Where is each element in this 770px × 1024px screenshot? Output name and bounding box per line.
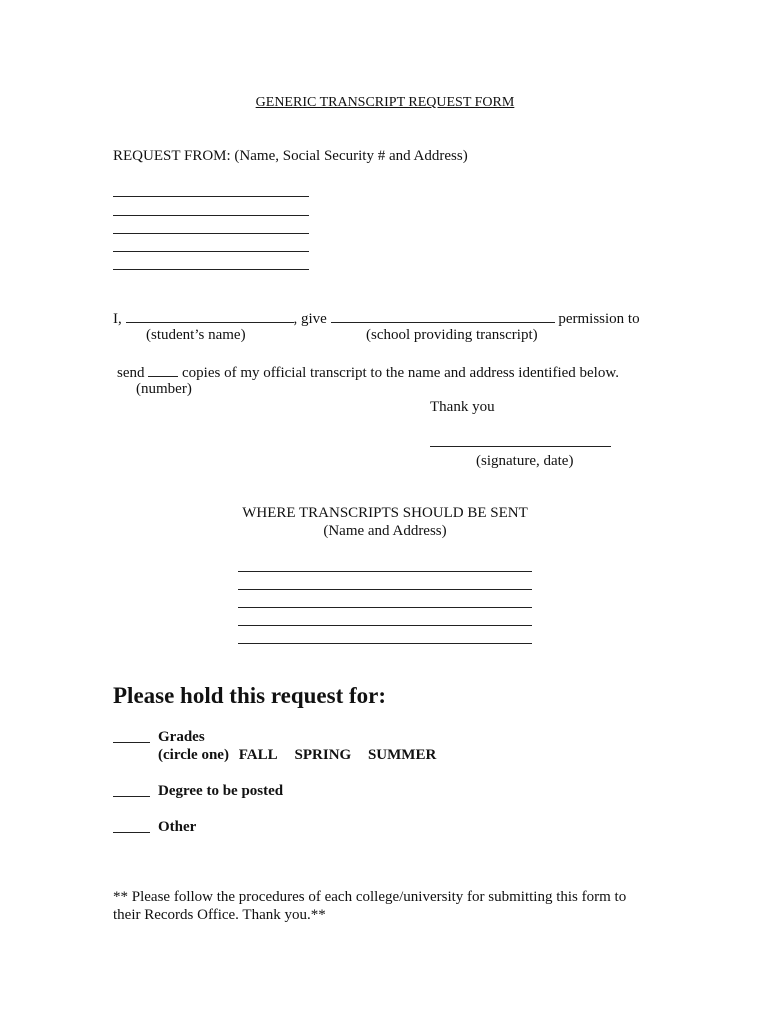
request-from-line-5[interactable] [113, 269, 309, 270]
send-line [117, 362, 619, 382]
destination-heading: WHERE TRANSCRIPTS SHOULD BE SENT [242, 505, 528, 521]
request-from-label: REQUEST FROM: (Name, Social Security # and Address) [113, 148, 468, 164]
student-name-caption: (student’s name) [146, 327, 246, 343]
thank-you-text: Thank you [430, 399, 495, 415]
student-name-field[interactable] [126, 308, 294, 323]
circle-one-label: (circle one) [158, 747, 229, 763]
permission-suffix: permission to [558, 311, 640, 327]
destination-line-4[interactable] [238, 625, 532, 626]
degree-label: Degree to be posted [158, 783, 284, 799]
destination-subheading: (Name and Address) [323, 523, 447, 539]
request-from-line-2[interactable] [113, 215, 309, 216]
form-title: GENERIC TRANSCRIPT REQUEST FORM [255, 95, 515, 110]
send-prefix: send [117, 365, 145, 381]
term-fall[interactable]: FALL [238, 747, 277, 763]
term-spring[interactable]: SPRING [294, 747, 352, 763]
term-summer[interactable]: SUMMER [367, 747, 437, 763]
grades-label: Grades [158, 729, 205, 745]
school-caption: (school providing transcript) [366, 327, 538, 343]
copies-number-field[interactable] [148, 362, 178, 377]
permission-line [113, 308, 640, 328]
grades-checkbox-line[interactable] [113, 742, 150, 743]
degree-checkbox-line[interactable] [113, 796, 150, 797]
send-suffix: copies of my official transcript to the name and address identified below. [182, 365, 619, 381]
destination-line-3[interactable] [238, 607, 532, 608]
footer-line-2: their Records Office. Thank you.** [113, 907, 326, 923]
destination-line-5[interactable] [238, 643, 532, 644]
destination-line-2[interactable] [238, 589, 532, 590]
destination-line-1[interactable] [238, 571, 532, 572]
permission-prefix: I, [113, 311, 122, 327]
footer-line-1: ** Please follow the procedures of each college/university for submitting this form to [113, 889, 627, 905]
permission-give: , give [293, 311, 327, 327]
request-from-line-1[interactable] [113, 196, 309, 197]
signature-caption: (signature, date) [476, 453, 574, 469]
request-from-line-4[interactable] [113, 251, 309, 252]
school-name-field[interactable] [331, 308, 555, 323]
request-from-line-3[interactable] [113, 233, 309, 234]
other-checkbox-line[interactable] [113, 832, 150, 833]
other-label: Other [158, 819, 197, 835]
hold-heading: Please hold this request for: [113, 683, 387, 708]
term-options [158, 746, 436, 764]
number-caption: (number) [136, 381, 192, 397]
signature-line[interactable] [430, 446, 611, 447]
